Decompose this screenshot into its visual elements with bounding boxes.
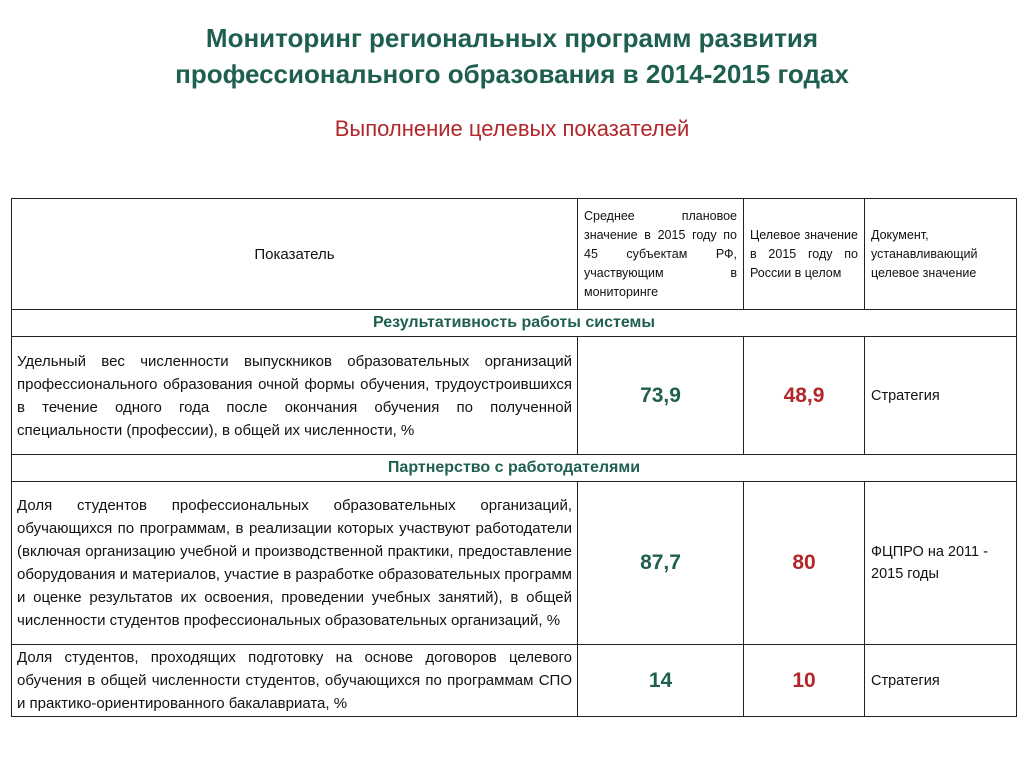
indicators-table: [11, 198, 1017, 717]
target-value: 48,9: [744, 337, 865, 455]
target-value: 80: [744, 482, 865, 645]
header-avg-plan: Среднее плановое значение в 2015 году по 45 субъектам РФ, участвующим в мониторинге: [578, 199, 744, 310]
table-row: [12, 645, 1017, 717]
avg-plan-value: 14: [578, 645, 744, 717]
target-value: 10: [744, 645, 865, 717]
table-row: [12, 337, 1017, 455]
indicator-text: Доля студентов, проходящих подготовку на основе договоров целевого обучения в общей численности студентов, обучающихся по программам СПО и практико-ориентированного бакалавриата, %: [12, 645, 578, 717]
document-value: Стратегия: [865, 645, 1017, 717]
page-title: [0, 20, 1024, 92]
document-value: Стратегия: [865, 337, 1017, 455]
document-value: ФЦПРО на 2011 - 2015 годы: [865, 482, 1017, 645]
avg-plan-value: 73,9: [578, 337, 744, 455]
header-indicator: Показатель: [12, 199, 578, 310]
section-row: [12, 455, 1017, 482]
page-subtitle: Выполнение целевых показателей: [334, 116, 690, 141]
table-header-row: [12, 199, 1017, 310]
page-title-line-1: Мониторинг региональных программ развития: [205, 23, 819, 53]
avg-plan-value: 87,7: [578, 482, 744, 645]
table-row: [12, 482, 1017, 645]
section-row: [12, 310, 1017, 337]
indicator-text: Удельный вес численности выпускников образовательных организаций профессионального образования очной формы обучения, трудоустроившихся в течение одного года после окончания обучения по полученной специальности (профессии), в общей их численности, %: [12, 337, 578, 455]
indicator-text: Доля студентов профессиональных образовательных организаций, обучающихся по программам, в реализации которых участвуют работодатели (включая организацию учебной и производственной практики, предоставление оборудования и материалов, участие в разработке образовательных программ и оценке результатов их освоения, проведении учебных занятий), в общей численности студентов профессиональных образовательных организаций, %: [12, 482, 578, 645]
page-title-line-2: профессионального образования в 2014-2015 годах: [175, 59, 849, 89]
section-title-partnership: Партнерство с работодателями: [12, 455, 1017, 482]
section-title-results: Результативность работы системы: [12, 310, 1017, 337]
header-target: Целевое значение в 2015 году по России в целом: [744, 199, 865, 310]
header-document: Документ, устанавливающий целевое значение: [865, 199, 1017, 310]
